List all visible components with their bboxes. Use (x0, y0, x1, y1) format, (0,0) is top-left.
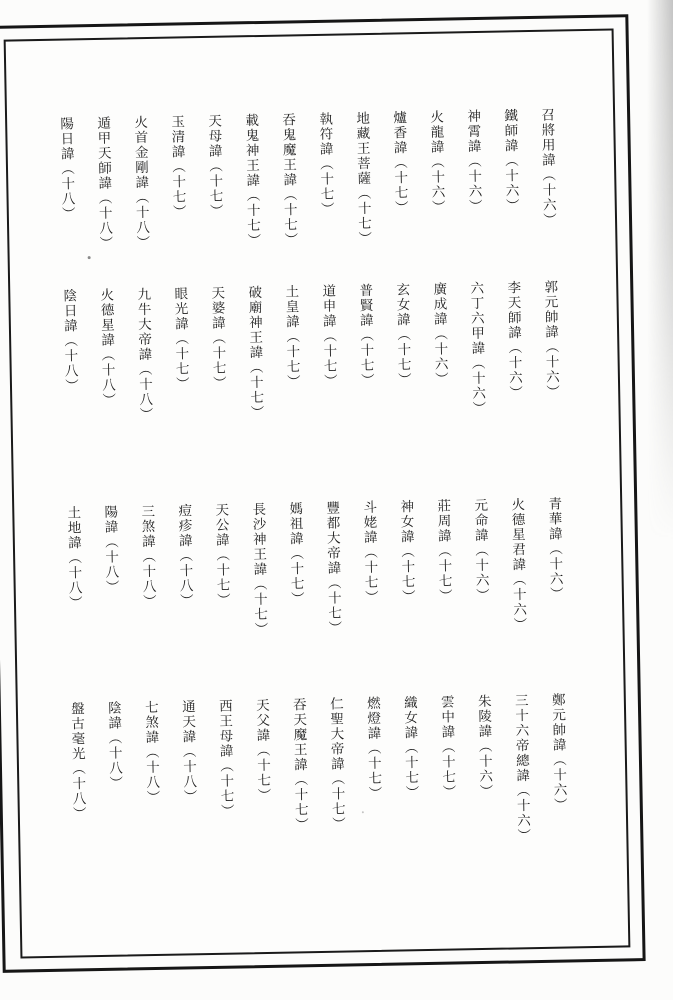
toc-entry-page-number: （十八） (133, 190, 150, 251)
toc-entry (320, 284, 337, 460)
toc-entry-title: 天母諱 (206, 113, 222, 159)
toc-entry (209, 286, 226, 462)
toc-entry-title: 郭元帥諱 (542, 279, 559, 340)
toc-entry-title: 青華諱 (546, 496, 562, 542)
toc-entry-page-number: （十六） (472, 542, 490, 604)
toc-entry (280, 112, 297, 288)
toc-entry-title: 遁甲天師諱 (95, 115, 112, 191)
toc-entry-page-number: （十七） (247, 359, 264, 421)
toc-entry (132, 115, 149, 291)
toc-entry (254, 698, 271, 874)
toc-entry-title: 仁聖大帝諱 (327, 696, 345, 772)
toc-entry-title: 土皇諱 (283, 284, 299, 330)
toc-entry-title: 陽諱 (102, 504, 118, 535)
toc-entry-page-number: （十七） (206, 158, 223, 219)
toc-entry-title: 三十六帝總諱 (512, 693, 530, 784)
toc-entry-title: 召將用諱 (538, 107, 556, 168)
toc-entry-title: 載鬼神王諱 (243, 113, 260, 189)
toc-entry-page-number: （十七） (402, 740, 419, 801)
toc-entry-page-number: （十七） (213, 547, 231, 608)
toc-entry (513, 693, 530, 869)
toc-entry-page-number: （十七） (355, 185, 372, 247)
toc-entry-page-number: （十八） (176, 548, 194, 609)
toc-entry-page-number: （十七） (283, 329, 301, 390)
toc-entry (550, 693, 567, 869)
toc-entry-page-number: （十七） (251, 576, 268, 638)
toc-entry-title: 普賢諱 (357, 282, 373, 329)
toc-entry-page-number: （十八） (62, 333, 79, 394)
scan-speck (362, 811, 364, 813)
toc-entry-page-number: （十八） (136, 362, 153, 423)
toc-entry-page-number: （十七） (244, 188, 261, 249)
toc-entry-page-number: （十六） (510, 572, 527, 633)
toc-entry (328, 697, 345, 873)
toc-entry-title: 鐵師諱 (501, 108, 518, 154)
toc-entry-title: 火德星諱 (98, 287, 115, 348)
toc-entry (135, 287, 152, 463)
toc-entry (58, 116, 75, 292)
toc-entry-title: 燃燈諱 (364, 695, 381, 742)
toc-entry-page-number: （十六） (469, 355, 486, 417)
toc-entry-title: 火龍諱 (427, 109, 444, 155)
toc-entry (102, 505, 119, 681)
toc-entry-page-number: （十八） (69, 761, 86, 822)
toc-entry-title: 朱陵諱 (475, 693, 492, 740)
toc-column-group-1 (57, 108, 556, 293)
toc-entry-title: 盤古毫光 (68, 701, 85, 762)
toc-entry-title: 天父諱 (253, 697, 270, 744)
toc-entry-page-number: （十七） (173, 331, 190, 392)
toc-entry (250, 502, 267, 678)
toc-entry-page-number: （十八） (58, 161, 75, 222)
toc-entry (468, 281, 485, 457)
toc-entry-title: 元命諱 (472, 497, 488, 544)
toc-entry-title: 莊周諱 (435, 498, 451, 544)
toc-entry (172, 286, 189, 462)
toc-entry-page-number: （十六） (540, 167, 557, 228)
toc-entry-page-number: （十六） (506, 340, 523, 401)
toc-entry-title: 爐香諱 (391, 110, 407, 156)
toc-entry-title: 九牛大帝諱 (135, 287, 152, 363)
toc-entry-title: 豐都大帝諱 (324, 500, 341, 576)
toc-entry-title: 眼光諱 (172, 286, 189, 332)
toc-entry (402, 695, 419, 871)
toc-entry-page-number: （十八） (106, 730, 123, 791)
toc-entry-title: 陰諱 (105, 700, 122, 731)
toc-entry-title: 地藏王菩薩 (354, 110, 371, 187)
toc-entry (324, 501, 341, 677)
toc-entry-page-number: （十七） (329, 771, 346, 832)
scan-speck (88, 256, 91, 259)
toc-column-group-3 (64, 497, 563, 682)
toc-entry-page-number: （十八） (102, 534, 119, 595)
toc-entry (542, 280, 559, 456)
toc-entry-page-number: （十八） (99, 347, 116, 408)
toc-entry (465, 109, 482, 285)
toc-entry-page-number: （十六） (428, 154, 445, 215)
toc-entry-title: 破廟神王諱 (246, 284, 263, 361)
toc-entry-title: 通天諱 (179, 699, 196, 745)
toc-entry (502, 108, 519, 284)
toc-entry-title: 火德星君諱 (509, 497, 526, 573)
toc-entry (509, 497, 526, 673)
toc-entry (365, 696, 382, 872)
toc-entry-page-number: （十八） (143, 744, 160, 806)
toc-entry (213, 503, 230, 679)
toc-entry-title: 七煞諱 (142, 699, 159, 746)
toc-entry-title: 土地諱 (65, 505, 82, 551)
toc-entry-page-number: （十六） (431, 326, 449, 387)
toc-entry (357, 283, 374, 459)
toc-entry (61, 288, 78, 464)
toc-entry (217, 699, 234, 875)
toc-entry-title: 執符諱 (317, 111, 333, 157)
toc-entry-title: 鄭元帥諱 (549, 692, 566, 753)
toc-entry-page-number: （十六） (476, 738, 493, 800)
toc-entry (169, 114, 186, 290)
toc-entry (180, 699, 197, 875)
toc-column-group-4 (68, 693, 567, 878)
toc-entry-title: 道申諱 (320, 283, 336, 329)
toc-entry (69, 701, 86, 877)
toc-entry-title: 痘疹諱 (176, 503, 192, 549)
toc-entry (98, 288, 115, 464)
toc-entry-title: 火首金剛諱 (132, 115, 149, 191)
toc-entry-title: 吞天魔王諱 (290, 697, 308, 773)
toc-entry-page-number: （十七） (357, 327, 375, 389)
toc-entry-title: 三煞諱 (139, 503, 155, 550)
toc-entry (435, 499, 452, 675)
toc-entry-page-number: （十八） (66, 550, 83, 611)
toc-entry-title: 天婆諱 (209, 285, 226, 331)
toc-entry (394, 282, 411, 458)
toc-entry (283, 284, 300, 460)
toc-entry-page-number: （十六） (502, 153, 519, 214)
toc-entry (439, 695, 456, 871)
toc-entry-page-number: （十八） (140, 548, 157, 610)
toc-entry (139, 504, 156, 680)
toc-entry-page-number: （十六） (543, 339, 560, 400)
toc-entry (361, 500, 378, 676)
toc-entry (472, 498, 489, 674)
toc-entry-page-number: （十七） (435, 543, 453, 604)
toc-entry (243, 113, 260, 289)
toc-entry (431, 282, 448, 458)
toc-entry-title: 媽祖諱 (287, 501, 303, 547)
toc-entry (505, 280, 522, 456)
toc-entry-page-number: （十七） (169, 159, 186, 220)
toc-entry-page-number: （十七） (281, 187, 298, 248)
toc-entry (106, 701, 123, 877)
toc-entry (65, 505, 82, 681)
toc-entry-title: 吞鬼魔王諱 (280, 112, 297, 188)
toc-entry-title: 神女諱 (398, 499, 414, 545)
toc-entry-page-number: （十六） (514, 783, 531, 844)
toc-entry-title: 雲中諱 (438, 694, 455, 740)
toc-entry-title: 斗姥諱 (361, 499, 377, 546)
toc-entry-title: 西王母諱 (216, 698, 233, 759)
toc-entry-page-number: （十七） (254, 742, 271, 804)
toc-entry-page-number: （十七） (210, 330, 227, 391)
toc-entry-title: 玄女諱 (394, 282, 410, 328)
toc-entry-title: 長沙神王諱 (250, 501, 267, 578)
toc-entry-page-number: （十六） (546, 541, 564, 602)
toc-entry (176, 503, 193, 679)
toc-entry-title: 神霄諱 (464, 108, 481, 155)
toc-entry-page-number: （十七） (317, 156, 334, 217)
toc-entry-page-number: （十八） (180, 744, 197, 805)
toc-entry-page-number: （十八） (96, 190, 113, 251)
toc-entry (391, 110, 408, 286)
toc-entry (546, 497, 563, 673)
toc-entry-page-number: （十七） (394, 327, 412, 388)
toc-entry (428, 110, 445, 286)
toc-entry-page-number: （十七） (217, 758, 234, 819)
toc-entry-page-number: （十七） (292, 772, 309, 833)
toc-entry (476, 694, 493, 870)
toc-entry-page-number: （十七） (391, 155, 408, 216)
toc-entry-title: 六丁六甲諱 (468, 280, 485, 357)
toc-entry-title: 李天師諱 (505, 280, 522, 341)
toc-entry-title: 陽日諱 (58, 116, 74, 162)
toc-entry-page-number: （十七） (325, 575, 342, 636)
toc-entry (95, 116, 112, 292)
toc-entry-page-number: （十七） (361, 544, 379, 606)
toc-entry-page-number: （十六） (550, 752, 567, 813)
toc-entry (291, 697, 308, 873)
toc-entry-page-number: （十七） (439, 739, 456, 800)
toc-entry-page-number: （十七） (287, 546, 305, 607)
toc-entry-title: 廣成諱 (431, 281, 447, 327)
toc-entry-page-number: （十六） (465, 153, 482, 215)
toc-entry (206, 114, 223, 290)
toc-entry-title: 玉清諱 (169, 114, 185, 160)
toc-entry (287, 501, 304, 677)
toc-entry (143, 700, 160, 876)
toc-entry-page-number: （十七） (365, 740, 382, 802)
toc-column-group-2 (60, 280, 559, 465)
toc-entry-page-number: （十七） (398, 544, 416, 605)
toc-entry (317, 112, 334, 288)
toc-entry-title: 織女諱 (401, 695, 418, 741)
toc-entry (354, 111, 371, 287)
toc-entry-page-number: （十七） (320, 328, 338, 389)
toc-entry (539, 108, 556, 284)
toc-entry (398, 499, 415, 675)
toc-entry-title: 陰日諱 (61, 288, 78, 334)
toc-entry-title: 天公諱 (213, 502, 229, 548)
toc-entry (246, 285, 263, 461)
